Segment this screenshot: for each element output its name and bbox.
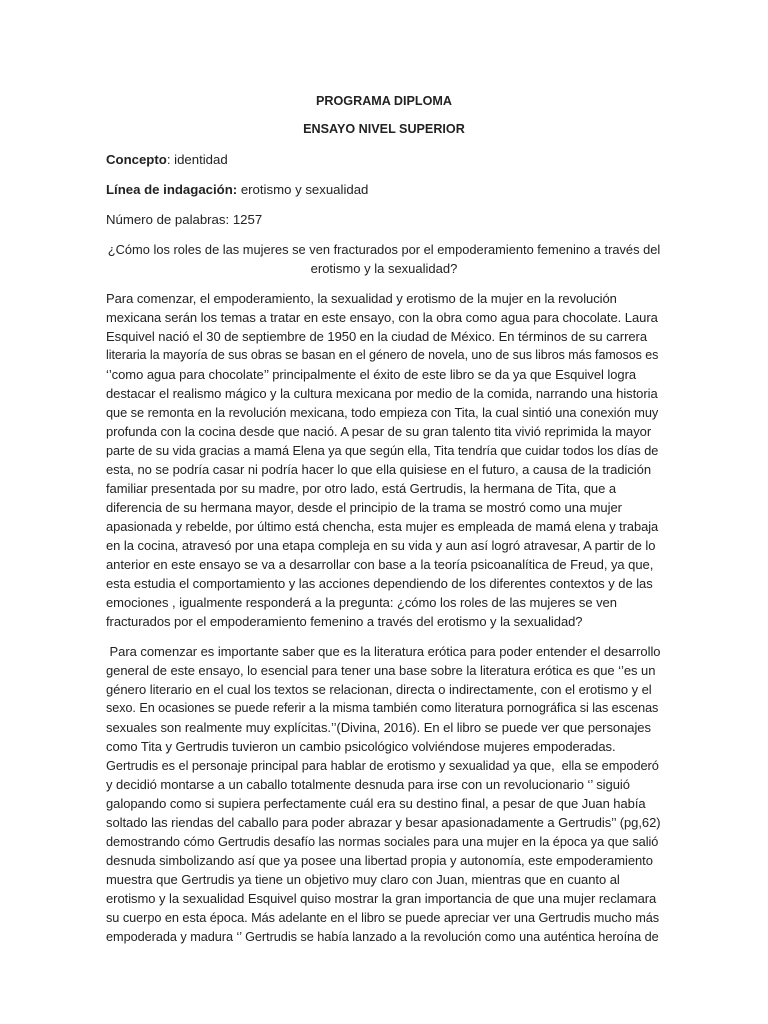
- paragraph-line: diferencia de su hermana mayor, desde el principio de la trama se mostró como una mujer: [106, 500, 622, 515]
- concept-line: [106, 150, 662, 169]
- document-body: [106, 88, 662, 946]
- paragraph-line: esta, no se podría casar ni podría hacer lo que ella quisiese en el futuro, a causa de la tradición: [106, 462, 652, 477]
- paragraph-line: ‘’como agua para chocolate’’ principalmente el éxito de este libro se da ya que Esquivel logra: [106, 367, 637, 382]
- paragraph-line: en la cocina, atravesó por una etapa compleja en su vida y aun así logró atravesar, A partir de lo: [106, 538, 656, 553]
- paragraph-line: desnuda simbolizando así que ya posee una libertad propia y autonomía, este empoderamiento: [106, 853, 653, 868]
- paragraph-line: parte de su vida gracias a mamá Elena ya que según ella, Tita tendría que cuidar todos los días de: [106, 443, 659, 458]
- paragraph-line: destacar el realismo mágico y la cultura mexicana por medio de la comida, narrando una historia: [106, 386, 658, 401]
- paragraph-2: [106, 642, 662, 946]
- paragraph-line: literaria la mayoría de sus obras se basan en el género de novela, uno de sus libros más famosos es: [106, 348, 659, 362]
- inquiry-line: [106, 180, 662, 199]
- paragraph-line: profunda con la cocina desde que nació. A pesar de su gran talento tita vivió reprimida la mayor: [106, 424, 652, 439]
- inquiry-label: Línea de indagación:: [106, 182, 238, 197]
- paragraph-line: Para comenzar es importante saber que es la literatura erótica para poder entender el desarrollo: [106, 644, 661, 659]
- concept-value: : identidad: [166, 152, 228, 167]
- paragraph-line: mexicana serán los temas a tratar en este ensayo, con la obra como agua para chocolate. Laura: [106, 310, 658, 325]
- paragraph-line: esta estudia el comportamiento y las acciones dependiendo de los diferentes contextos y de las: [106, 576, 653, 591]
- question-line: erotismo y la sexualidad?: [310, 261, 458, 276]
- paragraph-1: [106, 289, 662, 631]
- research-question: [106, 240, 662, 278]
- paragraph-line: que se remonta en la revolución mexicana, todo empieza con Tita, la cual sintió una conexión muy: [106, 405, 659, 420]
- paragraph-line: su cuerpo en esta época. Más adelante en el libro se puede apreciar ver una Gertrudis mucho más: [106, 910, 660, 925]
- paragraph-line: sexo. En ocasiones se puede referir a la misma también como literatura pornográfica si las escenas: [106, 701, 659, 715]
- inquiry-value: erotismo y sexualidad: [237, 182, 369, 197]
- paragraph-line: erotismo y la sexualidad Esquivel quiso mostrar la gran importancia de que una mujer reclamara: [106, 891, 657, 906]
- paragraph-line: empoderada y madura ‘’ Gertrudis se había lanzado a la revolución como una auténtica heroína de: [106, 929, 659, 944]
- paragraph-line: emociones , igualmente responderá a la pregunta: ¿cómo los roles de las mujeres se ven: [106, 595, 617, 610]
- paragraph-line: fracturados por el empoderamiento femenino a través del erotismo y la sexualidad?: [106, 614, 583, 629]
- paragraph-line: galopando como si supiera perfectamente cuál era su destino final, a pesar de que Juan había: [106, 796, 646, 811]
- document-subtitle: ENSAYO NIVEL SUPERIOR: [303, 122, 465, 136]
- paragraph-line: Para comenzar, el empoderamiento, la sexualidad y erotismo de la mujer en la revolución: [106, 291, 617, 306]
- paragraph-line: apasionada y rebelde, por último está chencha, esta mujer es empleada de mamá elena y trabaja: [106, 519, 659, 534]
- paragraph-line: Gertrudis es el personaje principal para hablar de erotismo y sexualidad ya que, ella se empoderó: [106, 758, 659, 773]
- paragraph-line: demostrando cómo Gertrudis desafío las normas sociales para una mujer en la época ya que salió: [106, 834, 659, 849]
- paragraph-line: muestra que Gertrudis ya tiene un objetivo muy claro con Juan, mientras que en cuanto al: [106, 872, 620, 887]
- document-title: PROGRAMA DIPLOMA: [316, 94, 452, 108]
- paragraph-line: como Tita y Gertrudis tuvieron un cambio psicológico volviéndose mujeres empoderadas.: [106, 739, 616, 754]
- paragraph-line: Esquivel nació el 30 de septiembre de 1950 en la ciudad de México. En términos de su carrera: [106, 329, 647, 344]
- paragraph-line: soltado las riendas del caballo para poder abrazar y besar apasionadamente a Gertrudis’’ (pg,62): [106, 815, 661, 830]
- paragraph-line: género literario en el cual los textos se relacionan, directa o indirectamente, con el erotismo y el: [106, 682, 652, 697]
- paragraph-line: anterior en este ensayo se va a desarrollar con base a la teoría psicoanalítica de Freud, ya que,: [106, 557, 654, 572]
- paragraph-line: general de este ensayo, lo esencial para tener una base sobre la literatura erótica es que ‘’es un: [106, 663, 656, 678]
- paragraph-line: sexuales son realmente muy explícitas.’’(Divina, 2016). En el libro se puede ver que personajes: [106, 720, 651, 735]
- concept-label: Concepto: [106, 152, 167, 167]
- question-line: ¿Cómo los roles de las mujeres se ven fracturados por el empoderamiento femenino a través del: [107, 242, 661, 257]
- paragraph-line: familiar presentada por su madre, por otro lado, está Gertrudis, la hermana de Tita, que a: [106, 481, 616, 496]
- word-count: Número de palabras: 1257: [106, 212, 263, 227]
- paragraph-line: y decidió montarse a un caballo totalmente desnuda para irse con un revolucionario ‘’ siguió: [106, 777, 630, 792]
